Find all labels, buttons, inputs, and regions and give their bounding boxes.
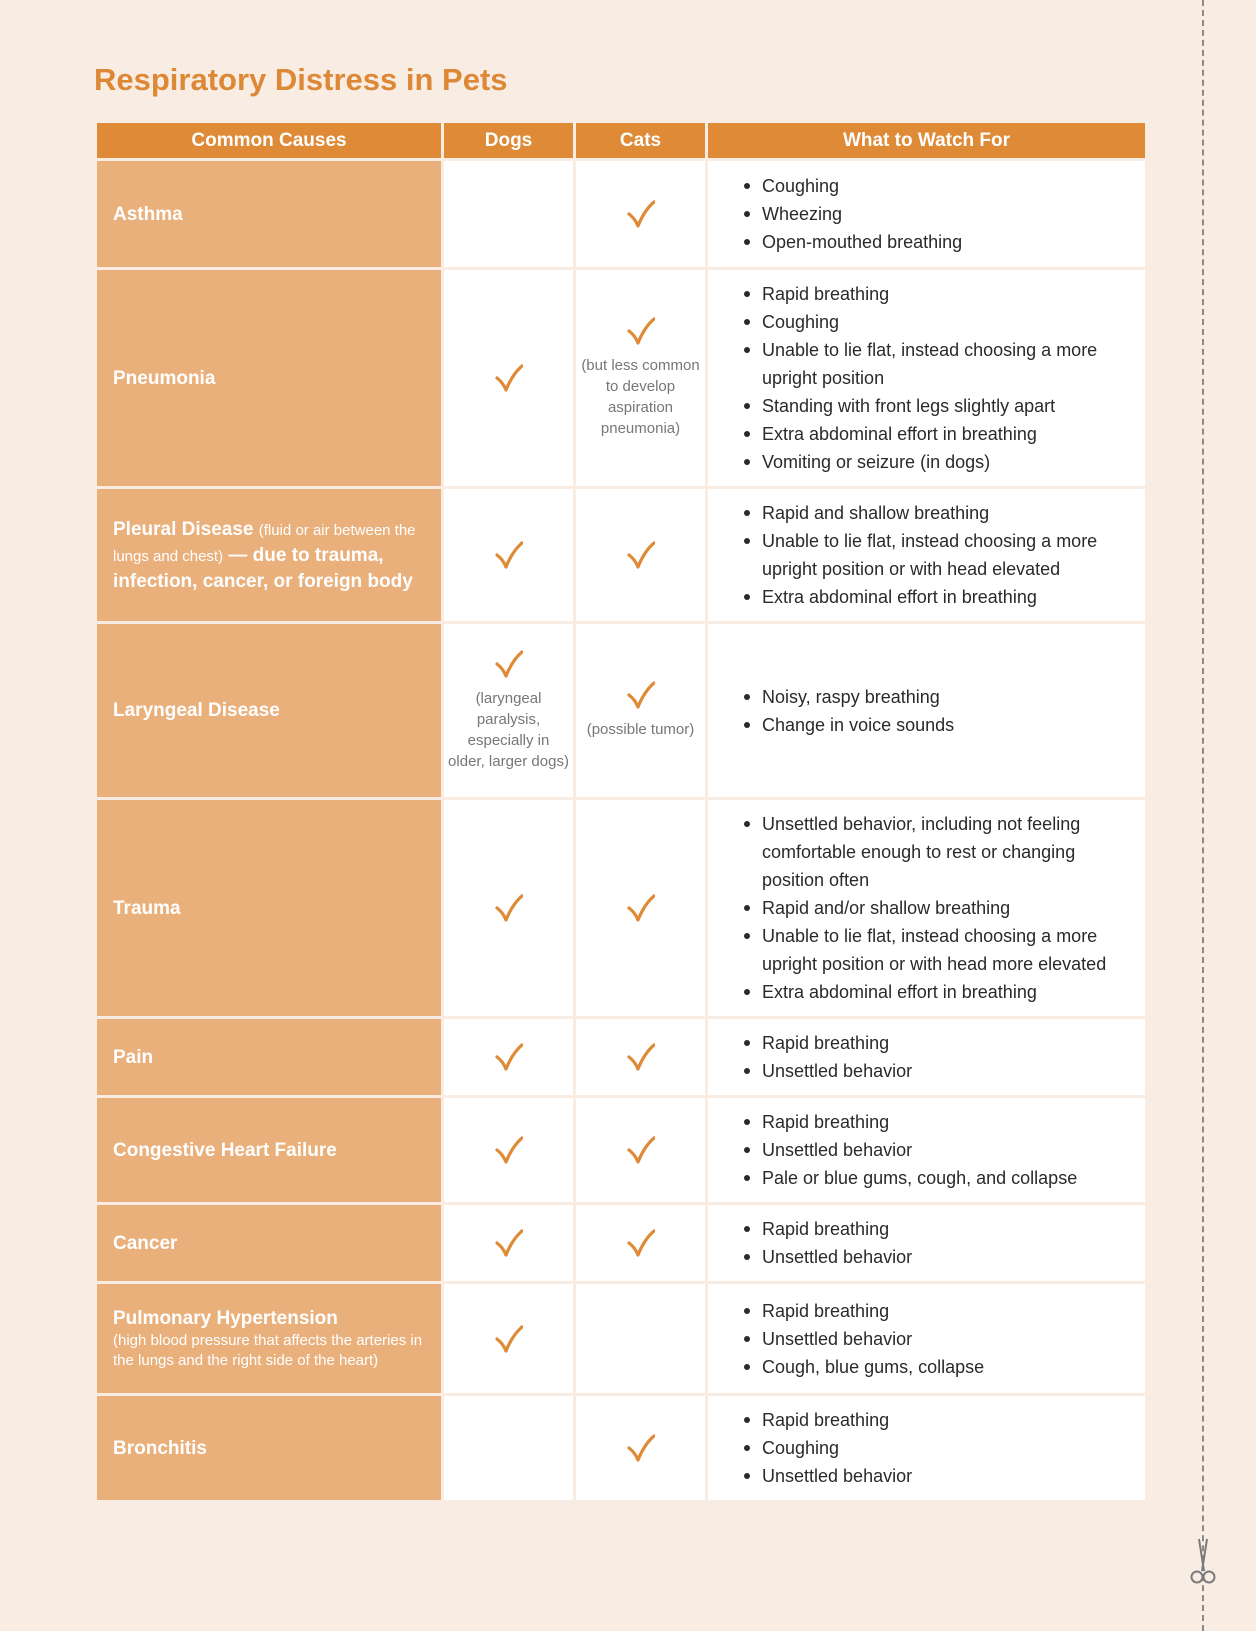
symptom-item: Standing with front legs slightly apart — [742, 392, 1133, 420]
symptom-item: Unsettled behavior, including not feeling comfortable enough to rest or changing position often — [742, 810, 1133, 894]
symptom-item: Unsettled behavior — [742, 1462, 1133, 1490]
symptom-item: Unsettled behavior — [742, 1136, 1133, 1164]
symptom-item: Rapid and/or shallow breathing — [742, 894, 1133, 922]
dogs-cell — [443, 269, 575, 488]
symptom-item: Extra abdominal effort in breathing — [742, 978, 1133, 1006]
watch-cell — [707, 1204, 1147, 1283]
cause-name: Pain — [113, 1046, 154, 1068]
cats-cell — [575, 1283, 707, 1395]
checkmark-icon — [627, 1434, 655, 1462]
table-row — [96, 623, 1147, 799]
cause-cell — [96, 1018, 443, 1097]
cause-detail: (high blood pressure that affects the arteries in the lungs and the right side of the heart) — [113, 1332, 423, 1369]
symptom-item: Coughing — [742, 308, 1133, 336]
scissors-icon — [1189, 1537, 1217, 1585]
dogs-cell — [443, 1204, 575, 1283]
dogs-cell — [443, 799, 575, 1018]
symptom-item: Rapid breathing — [742, 1406, 1133, 1434]
cats-cell — [575, 1018, 707, 1097]
symptom-item: Unable to lie flat, instead choosing a more upright position or with head elevated — [742, 527, 1133, 583]
dogs-cell — [443, 1283, 575, 1395]
watch-cell — [707, 1395, 1147, 1502]
cats-cell — [575, 269, 707, 488]
symptom-list — [742, 810, 1133, 1006]
watch-cell — [707, 1283, 1147, 1395]
cut-line — [1202, 0, 1204, 1631]
symptom-item: Unable to lie flat, instead choosing a more upright position or with head more elevated — [742, 922, 1133, 978]
symptom-item: Extra abdominal effort in breathing — [742, 583, 1133, 611]
symptom-list — [742, 1029, 1133, 1085]
watch-cell — [707, 1018, 1147, 1097]
symptom-item: Unsettled behavior — [742, 1243, 1133, 1271]
table-row — [96, 1018, 1147, 1097]
watch-cell — [707, 160, 1147, 269]
checkmark-icon — [627, 894, 655, 922]
table-row — [96, 1395, 1147, 1502]
symptom-item: Rapid breathing — [742, 1215, 1133, 1243]
symptom-item: Rapid and shallow breathing — [742, 499, 1133, 527]
dogs-cell — [443, 1097, 575, 1204]
symptom-item: Rapid breathing — [742, 1297, 1133, 1325]
checkmark-icon — [495, 894, 523, 922]
dogs-cell — [443, 488, 575, 623]
symptom-list — [742, 499, 1133, 611]
checkmark-icon — [495, 1136, 523, 1164]
checkmark-icon — [627, 541, 655, 569]
watch-cell — [707, 488, 1147, 623]
symptom-item: Unsettled behavior — [742, 1057, 1133, 1085]
watch-cell — [707, 1097, 1147, 1204]
checkmark-icon — [495, 1325, 523, 1353]
symptom-item: Wheezing — [742, 200, 1133, 228]
cats-cell — [575, 623, 707, 799]
cause-name: Bronchitis — [113, 1437, 207, 1459]
cause-cell — [96, 623, 443, 799]
header-cats: Cats — [575, 122, 707, 160]
cats-note: (but less common to develop aspiration pneumonia) — [581, 357, 700, 437]
watch-cell — [707, 623, 1147, 799]
header-dogs: Dogs — [443, 122, 575, 160]
checkmark-icon — [627, 681, 655, 709]
dogs-cell — [443, 160, 575, 269]
cause-cell — [96, 1395, 443, 1502]
symptom-item: Vomiting or seizure (in dogs) — [742, 448, 1133, 476]
cause-cell — [96, 1283, 443, 1395]
table-row — [96, 1097, 1147, 1204]
cause-cell — [96, 799, 443, 1018]
symptom-list — [742, 1108, 1133, 1192]
symptom-list — [742, 172, 1133, 256]
cause-detail: (fluid or air between the lungs and chest) — [113, 521, 416, 565]
table-header-row — [96, 122, 1147, 160]
header-common-causes: Common Causes — [96, 122, 443, 160]
symptom-item: Rapid breathing — [742, 1029, 1133, 1057]
table-row — [96, 1204, 1147, 1283]
dogs-cell — [443, 1018, 575, 1097]
symptom-item: Open-mouthed breathing — [742, 228, 1133, 256]
watch-cell — [707, 269, 1147, 488]
table-row — [96, 1283, 1147, 1395]
cause-cell — [96, 269, 443, 488]
cause-cell — [96, 1097, 443, 1204]
dogs-note: (laryngeal paralysis, especially in older, larger dogs) — [448, 689, 569, 770]
checkmark-icon — [495, 650, 523, 678]
checkmark-icon — [627, 1136, 655, 1164]
cause-cell — [96, 488, 443, 623]
cause-tail: — due to trauma, infection, cancer, or foreign body — [113, 544, 413, 592]
symptom-item: Pale or blue gums, cough, and collapse — [742, 1164, 1133, 1192]
symptom-list — [742, 280, 1133, 476]
checkmark-icon — [495, 1229, 523, 1257]
cause-name: Laryngeal Disease — [113, 700, 280, 721]
table-row — [96, 269, 1147, 488]
cats-cell — [575, 488, 707, 623]
checkmark-icon — [495, 541, 523, 569]
cats-note: (possible tumor) — [586, 721, 695, 738]
symptom-item: Unsettled behavior — [742, 1325, 1133, 1353]
cats-cell — [575, 799, 707, 1018]
watch-cell — [707, 799, 1147, 1018]
cause-name: Pneumonia — [113, 367, 216, 389]
cause-name: Trauma — [113, 897, 181, 919]
checkmark-icon — [627, 317, 655, 345]
symptom-item: Rapid breathing — [742, 280, 1133, 308]
cats-cell — [575, 160, 707, 269]
symptom-item: Cough, blue gums, collapse — [742, 1353, 1133, 1381]
cats-cell — [575, 1395, 707, 1502]
symptom-item: Coughing — [742, 172, 1133, 200]
page-title: Respiratory Distress in Pets — [94, 62, 508, 97]
header-what-to-watch-for: What to Watch For — [707, 122, 1147, 160]
symptom-item: Coughing — [742, 1434, 1133, 1462]
symptom-item: Noisy, raspy breathing — [742, 683, 1133, 711]
checkmark-icon — [627, 1229, 655, 1257]
cause-name: Cancer — [113, 1232, 178, 1254]
cause-name: Pulmonary Hypertension — [113, 1308, 338, 1329]
symptom-item: Unable to lie flat, instead choosing a more upright position — [742, 336, 1133, 392]
symptom-item: Extra abdominal effort in breathing — [742, 420, 1133, 448]
symptom-list — [742, 1215, 1133, 1271]
cause-name: Asthma — [113, 203, 183, 225]
cause-name: Pleural Disease — [113, 518, 254, 540]
symptom-item: Rapid breathing — [742, 1108, 1133, 1136]
checkmark-icon — [495, 364, 523, 392]
dogs-cell — [443, 623, 575, 799]
symptom-item: Change in voice sounds — [742, 711, 1133, 739]
respiratory-distress-table — [94, 120, 1148, 1503]
checkmark-icon — [627, 200, 655, 228]
cause-name: Congestive Heart Failure — [113, 1139, 337, 1161]
checkmark-icon — [627, 1043, 655, 1071]
cause-cell — [96, 160, 443, 269]
table-row — [96, 160, 1147, 269]
dogs-cell — [443, 1395, 575, 1502]
cats-cell — [575, 1097, 707, 1204]
cause-cell — [96, 1204, 443, 1283]
symptom-list — [742, 1297, 1133, 1381]
table-row — [96, 488, 1147, 623]
symptom-list — [742, 683, 1133, 739]
checkmark-icon — [495, 1043, 523, 1071]
table-row — [96, 799, 1147, 1018]
symptom-list — [742, 1406, 1133, 1490]
cats-cell — [575, 1204, 707, 1283]
